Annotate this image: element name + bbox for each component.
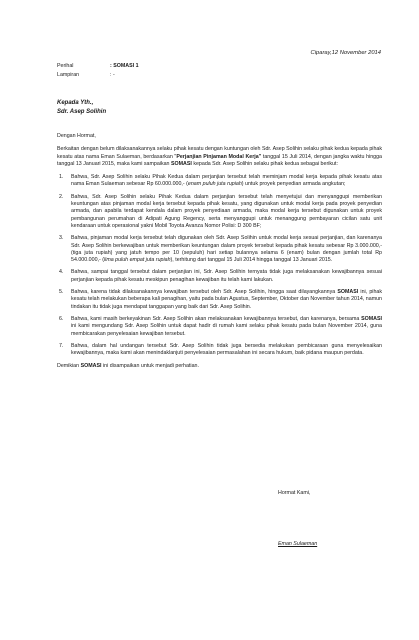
intro-paragraph bbox=[57, 146, 382, 168]
list-item-number: 3. bbox=[59, 235, 64, 242]
list-item-number: 4. bbox=[59, 269, 64, 276]
recipient-block bbox=[57, 99, 106, 117]
list-item-text: Bahwa, Sdr. Asep Solihin selaku Pihak Kedua dalam perjanjian tersebut telah menyetujui dan menyanggupi memberikan keuntungan atas pinjaman modal kerja tersebut kepada pihak kesatu, yang digunakan untuk modal kerja pada proyek penyedian armada, dan apabila terdapat kendala dalam proyek penyediaan armada, maka modal kerja tersebut digunakan untuk proyek pembangunan perumahan di Adipati Agung Regency, serta menyanggupi untuk menanggung pembayaran cicilan satu unit kendaraan untuk operasional yakni Mobil Toyota Avanza Nomor Polisi: D 300 BF; bbox=[71, 193, 382, 229]
lampiran-row bbox=[57, 72, 139, 81]
perihal-value: : SOMASI 1 bbox=[110, 63, 139, 69]
closing-text-2: ini disampaikan untuk menjadi perhatian. bbox=[101, 363, 199, 370]
list-item-number: 1. bbox=[59, 174, 64, 181]
list-item bbox=[57, 194, 382, 230]
recipient-salutation: Kepada Yth., bbox=[57, 100, 94, 106]
signature-greeting: Hormat Kami, bbox=[278, 490, 311, 496]
list-item-italic: enam puluh juta rupiah bbox=[187, 181, 242, 188]
list-item-text: Bahwa, sampai tanggal tersebut dalam perjanjian ini, Sdr. Asep Solihin ternyata tidak juga melaksanakan kewajibannya sesuai perjanjian kepada pihak kesatu meskipun penagihan kewajiban itu telah kami lakukan. bbox=[71, 269, 382, 283]
perihal-row bbox=[57, 63, 139, 72]
closing-paragraph bbox=[57, 363, 382, 370]
list-item-text-part: Bahwa, pinjaman modal kerja tersebut telah digunakan oleh Sdr. Asep Solihin untuk modal kerja sesuai perjanjian, dan karenanya Sdr. Asep Solihin berkewajiban untuk memberikan keuntungan dalam proyek tersebut kepada pihak kesatu sebesar Rp 3.000.000,- (tiga juta rupiah) yang jatuh tempo per 10 (sepuluh) hari setiap bulannya selama 6 (enam) bulan dengan jumlah total Rp 54.000.000,- ( bbox=[71, 235, 382, 264]
list-item-text-part: Bahwa, karena tidak dilaksanakannya kewajiban tersebut oleh Sdr. Asep Solihin, hingga saat dilayangkannya bbox=[71, 289, 338, 296]
list-item-somasi: SOMASI bbox=[337, 289, 359, 296]
list-item-text-part: Bahwa, Sdr. Asep Solihin selaku Pihak Kedua dalam perjanjian tersebut telah meminjam modal kerja kepada pihak kesatu atas nama Eman Sulaeman sebesar Rp 60.000.000,- ( bbox=[71, 174, 382, 188]
lampiran-value: : - bbox=[110, 72, 115, 78]
letter-body bbox=[57, 133, 382, 371]
letter-date: Ciparay,12 November 2014 bbox=[310, 50, 381, 56]
list-item bbox=[57, 289, 382, 311]
signature-name: Eman Sulaeman bbox=[278, 541, 318, 547]
points-list bbox=[57, 174, 382, 357]
list-item-text-part: Bahwa, kami masih berkeyakinan Sdr. Asep Solihin akan melaksanakan kewajibannya tersebut, dan karenanya, bersama bbox=[71, 315, 362, 322]
list-item bbox=[57, 174, 382, 189]
list-item-text bbox=[71, 316, 382, 338]
greeting: Dengan Hormat, bbox=[57, 133, 96, 139]
list-item-text-part: ini kami mengundang Sdr. Asep Solihin untuk dapat hadir di rumah kami selaku pihak kesatu pada bulan November 2014, guna membicarakan penyelesaian kewajiban tersebut. bbox=[71, 323, 382, 337]
intro-text-2: tanggal 15 Juli 2014, dengan jangka waktu hingga tanggal 13 Januari 2015, maka kami sampaikan bbox=[57, 153, 382, 167]
list-item-text bbox=[71, 174, 382, 189]
recipient-name: Sdr. Asep Solihin bbox=[57, 109, 107, 115]
list-item-italic: lima puluh empat juta rupiah bbox=[103, 257, 171, 264]
list-item-number: 5. bbox=[59, 289, 64, 296]
list-item-text-part: ), terhitung dari tanggal 15 Juli 2014 hingga tanggal 13 Januari 2015. bbox=[170, 257, 333, 264]
list-item-text-part: ) untuk proyek penyedian armada angkutan; bbox=[241, 181, 346, 188]
closing-text-1: Demikian bbox=[57, 363, 81, 370]
list-item bbox=[57, 269, 382, 284]
intro-text-3: kepada Sdr. Asep Solihin selaku pihak kedua sebagai berikut: bbox=[191, 160, 338, 167]
intro-agreement-title: Perjanjian Pinjaman Modal Kerja" bbox=[176, 153, 262, 160]
list-item-number: 7. bbox=[59, 342, 64, 349]
intro-somasi: SOMASI bbox=[170, 160, 192, 167]
list-item bbox=[57, 316, 382, 338]
list-item bbox=[57, 343, 382, 358]
letter-meta bbox=[57, 63, 139, 81]
list-item-number: 6. bbox=[59, 315, 64, 322]
lampiran-label: Lampiran bbox=[57, 72, 80, 78]
list-item-number: 2. bbox=[59, 193, 64, 200]
closing-somasi: SOMASI bbox=[80, 363, 102, 370]
list-item-text bbox=[71, 235, 382, 264]
perihal-label: Perihal bbox=[57, 63, 74, 69]
list-item bbox=[57, 235, 382, 264]
list-item-somasi: SOMASI bbox=[361, 315, 382, 322]
intro-text-1: Berkaitan dengan belum dilaksanakannya selaku pihak kesatu dengan kuntungan oleh Sdr. Asep Solihin selaku pihak kedua kepada pihak kesatu atas nama Eman Sulaeman, berdasarkan " bbox=[57, 146, 382, 160]
list-item-text: Bahwa, dalam hal undangan tersebut Sdr. Asep Solihin tidak juga bersedia melakukan pembicaraan guna menyelesaikan kewajibannya, maka kami akan menindaklanjuti penyelesaian permasalahan ini secara hukum, baik pidana maupun perdata. bbox=[71, 342, 382, 357]
list-item-text bbox=[71, 289, 382, 311]
list-item-text-part: ini, pihak kesatu telah melakukan beberapa kali penagihan, yaitu pada bulan Agustus, September, Oktober dan November tahun 2014, namun tindakan itu tidak juga mendapat tanggapan yang baik dari Sdr. Asep Solihin. bbox=[71, 289, 382, 310]
